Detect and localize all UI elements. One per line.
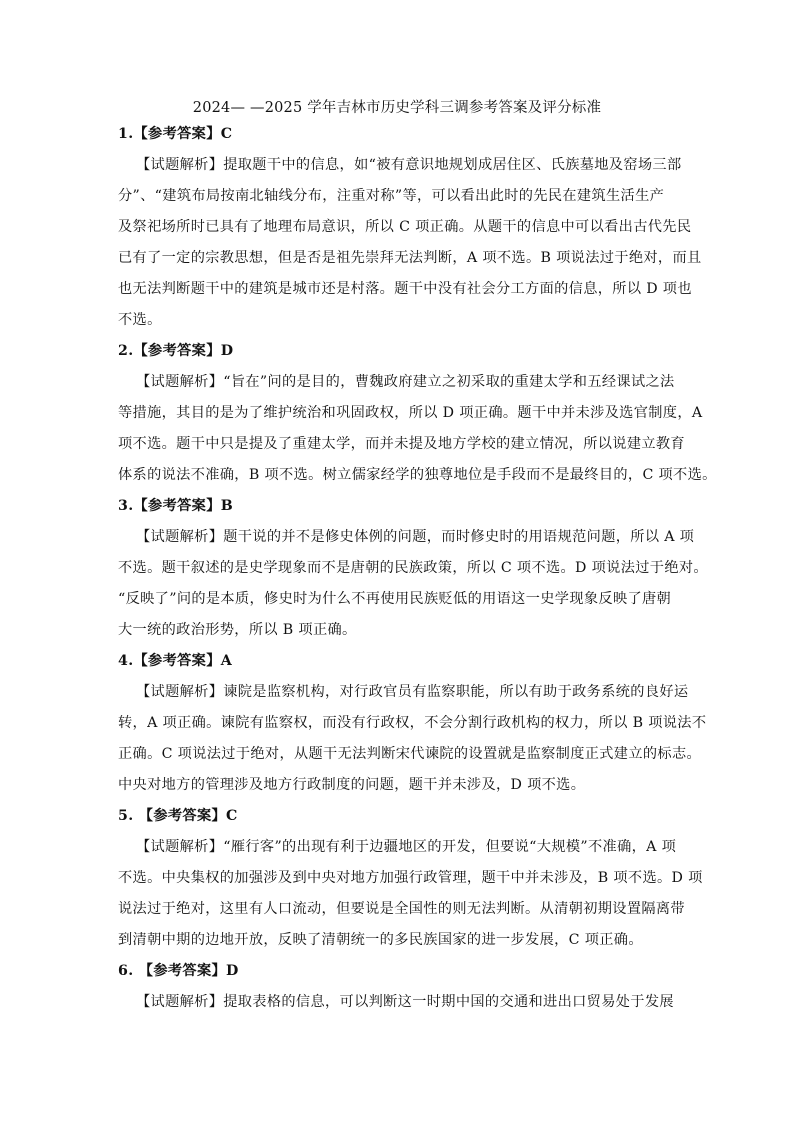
analysis-1-line-6: 不选。 (118, 312, 162, 328)
analysis-1-line-5: 也无法判断题干中的建筑是城市还是村落。题干中没有社会分工方面的信息，所以 D 项也 (118, 281, 692, 297)
analysis-3-line-3: “反映了”问的是本质，修史时为什么不再使用民族贬低的用语这一史学现象反映了唐朝 (118, 591, 672, 607)
analysis-1-line-1: 【试题解析】提取题干中的信息，如“被有意识地规划成居住区、氏族墓地及窑场三部 (136, 157, 682, 173)
analysis-4-line-3: 正确。C 项说法过于绝对，从题干无法判断宋代谏院的设置就是监察制度正式建立的标志。 (118, 746, 702, 762)
answer-2-label: 2.【参考答案】D (118, 343, 234, 359)
analysis-2-line-4: 体系的说法不准确，B 项不选。树立儒家经学的独尊地位是手段而不是最终目的，C 项不选。 (118, 467, 717, 483)
analysis-5-line-3: 说法过于绝对，这里有人口流动，但要说是全国性的则无法判断。从清朝初期设置隔离带 (118, 901, 685, 917)
analysis-5-line-4: 到清朝中期的边地开放，反映了清朝统一的多民族国家的进一步发展，C 项正确。 (118, 932, 643, 948)
analysis-1-line-3: 及祭祀场所时已具有了地理布局意识，所以 C 项正确。从题干的信息中可以看出古代先民 (118, 219, 692, 235)
analysis-2-line-2: 等措施，其目的是为了维护统治和巩固政权，所以 D 项正确。题干中并未涉及选官制度，A (118, 405, 703, 421)
analysis-2-line-3: 项不选。题干中只是提及了重建太学，而并未提及地方学校的建立情况，所以说建立教育 (118, 436, 685, 452)
analysis-1-line-2: 分”、“建筑布局按南北轴线分布，注重对称”等，可以看出此时的先民在建筑生活生产 (118, 188, 665, 204)
analysis-2-line-1: 【试题解析】“旨在”问的是目的，曹魏政府建立之初采取的重建太学和五经课试之法 (136, 374, 675, 390)
analysis-3-line-1: 【试题解析】题干说的并不是修史体例的问题，而时修史时的用语规范问题，所以 A 项 (136, 529, 695, 545)
analysis-5-line-1: 【试题解析】“雁行客”的出现有利于边疆地区的开发，但要说“大规模”不准确，A 项 (136, 839, 677, 855)
answer-4-label: 4.【参考答案】A (118, 653, 233, 669)
document-title: 2024— —2025 学年吉林市历史学科三调参考答案及评分标准 (192, 100, 602, 116)
analysis-1-line-4: 已有了一定的宗教思想，但是否是祖先崇拜无法判断，A 项不选。B 项说法过于绝对，而且 (118, 250, 702, 266)
analysis-4-line-1: 【试题解析】谏院是监察机构，对行政官员有监察职能，所以有助于政务系统的良好运 (136, 684, 689, 700)
analysis-4-line-2: 转，A 项正确。谏院有监察权，而没有行政权，不会分割行政机构的权力，所以 B 项说法不 (118, 715, 707, 731)
answer-1-label: 1.【参考答案】C (118, 126, 233, 142)
answer-5-label: 5. 【参考答案】C (118, 808, 238, 824)
analysis-4-line-4: 中央对地方的管理涉及地方行政制度的问题，题干并未涉及，D 项不选。 (118, 777, 586, 793)
analysis-3-line-4: 大一统的政治形势，所以 B 项正确。 (118, 622, 357, 638)
analysis-6-line-1: 【试题解析】提取表格的信息，可以判断这一时期中国的交通和进出口贸易处于发展 (136, 994, 674, 1010)
analysis-5-line-2: 不选。中央集权的加强涉及到中央对地方加强行政管理，题干中并未涉及，B 项不选。D 项 (118, 870, 703, 886)
answer-3-label: 3.【参考答案】B (118, 498, 234, 514)
analysis-3-line-2: 不选。题干叙述的是史学现象而不是唐朝的民族政策，所以 C 项不选。D 项说法过于绝对。 (118, 560, 708, 576)
answer-6-label: 6. 【参考答案】D (118, 963, 239, 979)
